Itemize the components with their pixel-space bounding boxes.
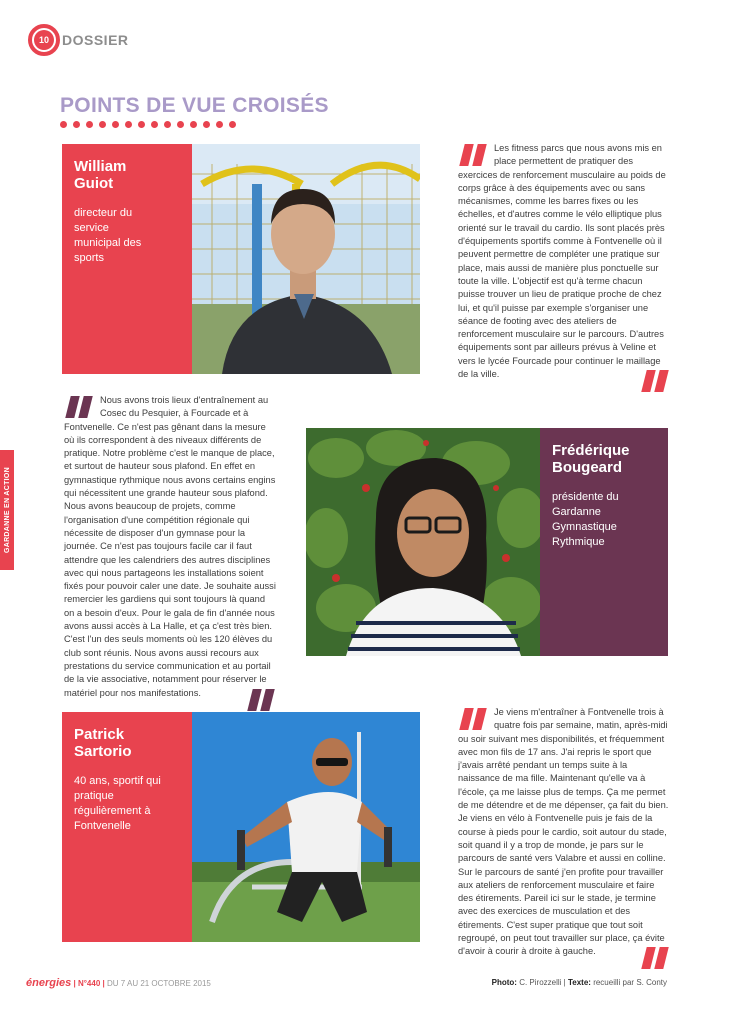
photo-credit: C. Pirozzelli bbox=[519, 978, 562, 987]
close-quote-icon bbox=[246, 689, 276, 711]
profile-last-name: Bougeard bbox=[552, 459, 623, 476]
footer-credits: Photo: C. Pirozzelli | Texte: recueilli par S. Conty bbox=[491, 978, 667, 987]
profile-first-name: Patrick bbox=[74, 726, 125, 743]
quote-text: Nous avons trois lieux d'entraînement au Cosec du Pesquier, à Fourcade et à Fontvenelle. Ce n'est pas gênant dans la mesure où ils correspondent à des niveaux différents de pratique. Notre problème c'est le manque de place, et surtout de hauteur sous plafond. En effet en gymnastique rythmique nous avons certains engins qui nécessitent une grande hauteur sous plafond. Nous avons beaucoup de projets, comme l'organisation d'une compétition régionale qui nécessite de disposer d'un gymnase pour la journée. Ce n'est pas toujours facile car il faut attendre que les calendriers des autres disciplines avec qui nous partageons les installations soient fixés pour pouvoir caler une date. Je souhaite aussi remercier les gardiens qui sont toujours là quand on a besoin d'eux. Pour le gala de fin d'année nous avons aussi accès à La Halle, et ça c'est très bien. C'est l'un des seuls moments où les 120 élèves du club sont réunis. Nous avons aussi recours aux prestations du service communication et au portail de la vie associative, notamment pour réserver le matériel pour nos manifestations. bbox=[64, 395, 276, 698]
issue-dates: DU 7 AU 21 OCTOBRE 2015 bbox=[106, 979, 211, 988]
photo-patrick-sartorio bbox=[192, 712, 420, 942]
quote-frederique-bougeard bbox=[64, 394, 276, 711]
text-label: Texte: bbox=[567, 978, 591, 987]
side-tab bbox=[0, 450, 14, 570]
title-dots-decoration bbox=[60, 121, 236, 128]
page-number: 10 bbox=[34, 30, 54, 50]
section-label: DOSSIER bbox=[62, 32, 129, 48]
issue-number: | N°440 | bbox=[73, 979, 107, 988]
text-credit: recueilli par S. Conty bbox=[593, 978, 667, 987]
open-quote-icon bbox=[64, 396, 94, 418]
profile-role: présidente du Gardanne Gymnastique Rythmique bbox=[552, 491, 619, 548]
profile-first-name: Frédérique bbox=[552, 442, 630, 459]
photo-william-guiot bbox=[192, 144, 420, 374]
magazine-brand: énergies bbox=[26, 977, 72, 989]
profile-name-box-guiot bbox=[62, 144, 192, 374]
close-quote-icon bbox=[640, 370, 670, 392]
page-number-badge bbox=[28, 24, 60, 56]
profile-last-name: Guiot bbox=[74, 175, 114, 192]
page-title: POINTS DE VUE CROISÉS bbox=[60, 94, 329, 117]
open-quote-icon bbox=[458, 144, 488, 166]
photo-label: Photo: bbox=[491, 978, 517, 987]
quote-william-guiot bbox=[458, 142, 670, 392]
quote-text: Je viens m'entraîner à Fontvenelle trois à quatre fois par semaine, matin, après-midi ou soir suivant mes disponibilités, et fréquemment avec mon fils de 17 ans. J'ai repris le sport que j'avais arrêté pendant un temps suite à la naissance de ma fille. Maintenant qu'elle va à l'école, ça me laisse plus de temps. Ça me permet de me détendre et de me dépenser, ça fait du bien. Je viens en vélo à Fontvenelle puis je fais de la course à pieds pour le cardio, soit autour du stade, soit quand il y a trop de monde, je pars sur le parcours de santé vers Valabre et aussi en colline. Sur le parcours de santé j'en profite pour travailler aux ateliers de renforcement musculaire et faire des étirements. Pareil ici sur le stade, je termine avec des exercices de musculation et des étirements. C'est super pratique que tout soit regroupé, on peut tout travailler sur place, ça évite d'avoir à courir à droite à gauche. bbox=[458, 707, 669, 957]
profile-role: 40 ans, sportif qui pratique régulièrement à Fontvenelle bbox=[74, 775, 161, 832]
photo-frederique-bougeard bbox=[306, 428, 540, 656]
profile-first-name: William bbox=[74, 158, 127, 175]
profile-role: directeur du service municipal des sports bbox=[74, 207, 142, 264]
open-quote-icon bbox=[458, 708, 488, 730]
quote-text: Les fitness parcs que nous avons mis en place permettent de pratiquer des exercices de renforcement musculaire au poids de corps grâce à des équipements avec ou sans mécanismes, comme les barres fixes ou les échelles, et d'autres comme le vélo elliptique plus orienté sur le travail du cardio. Ils sont placés près d'équipements sportifs comme à Fontvenelle où il peuvent permettre de compléter une pratique sur place, mais aussi de manière plus ponctuelle sur toute la ville. L'objectif est qu'à terme chacun puisse trouver un lieu de pratique proche de chez lui, et qu'il puisse par exemple s'organiser une séance de footing avec des ateliers de renforcement musculaire sur le parcours. D'autres équipements sont par ailleurs prévus à Veline et vers le lycée Fourcade pour continuer le maillage de la ville. bbox=[458, 143, 666, 380]
close-quote-icon bbox=[640, 947, 670, 969]
profile-name-box-bougeard bbox=[540, 428, 668, 656]
profile-name-box-sartorio bbox=[62, 712, 192, 942]
footer-publication bbox=[26, 977, 211, 989]
profile-last-name: Sartorio bbox=[74, 743, 132, 760]
side-tab-label: GARDANNE EN ACTION bbox=[3, 466, 11, 554]
quote-patrick-sartorio bbox=[458, 706, 670, 969]
